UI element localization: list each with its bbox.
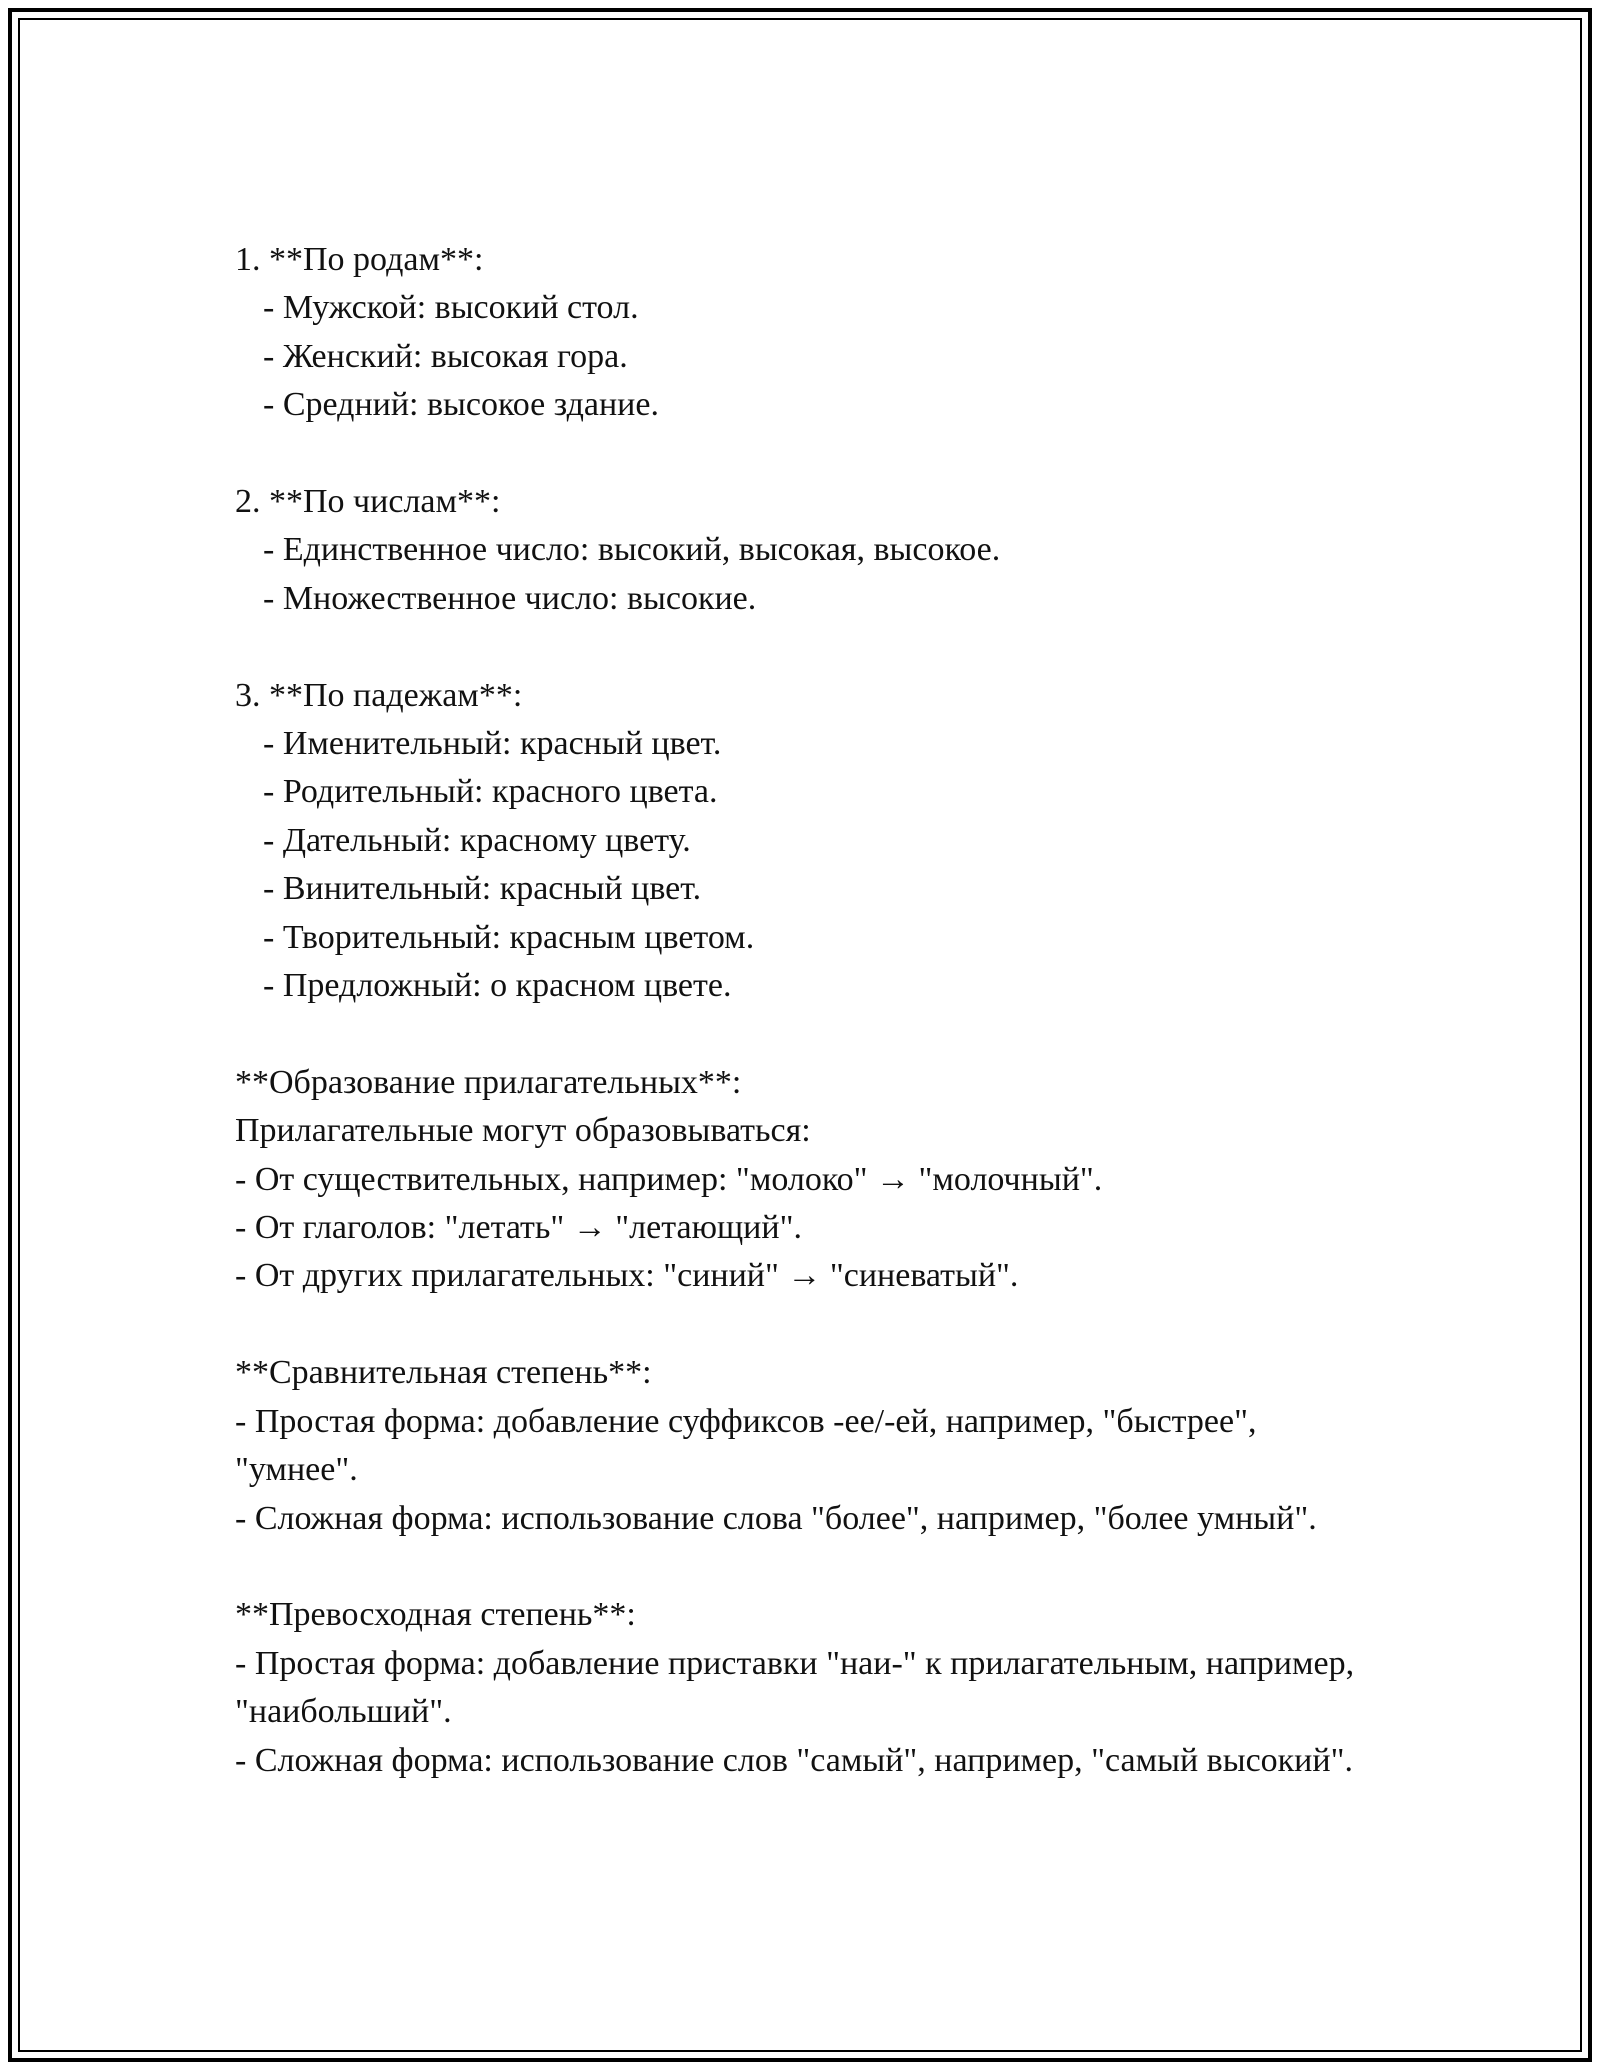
list-item: - Мужской: высокий стол. <box>263 289 639 327</box>
spacer <box>235 1010 1365 1058</box>
list-item: - Сложная форма: использование слов "самый", например, "самый высокий". <box>235 1741 1353 1779</box>
spacer <box>235 1301 1365 1349</box>
formation-heading: **Образование прилагательных**: <box>235 1063 742 1101</box>
list-item: - Множественное число: высокие. <box>263 579 757 617</box>
list-item: - Именительный: красный цвет. <box>263 725 722 763</box>
document-body <box>235 236 1365 1785</box>
list-item: - Единственное число: высокий, высокая, высокое. <box>263 531 1001 569</box>
spacer <box>235 430 1365 478</box>
list-item: - От других прилагательных: "синий" → "синеватый". <box>235 1257 1019 1295</box>
list-item: - Сложная форма: использование слова "более", например, "более умный". <box>235 1499 1317 1537</box>
list-item: - Простая форма: добавление приставки "наи-" к прилагательным, например, "наибольший". <box>235 1644 1363 1731</box>
list-item: - От существительных, например: "молоко" → "молочный". <box>235 1160 1103 1198</box>
formation-intro: Прилагательные могут образовываться: <box>235 1112 811 1150</box>
section-heading-numbers: 2. **По числам**: <box>235 483 501 521</box>
list-item: - Простая форма: добавление суффиксов -ее/-ей, например, "быстрее", "умнее". <box>235 1402 1265 1489</box>
list-item: - Дательный: красному цвету. <box>263 821 691 859</box>
list-item: - Предложный: о красном цвете. <box>263 967 732 1005</box>
superlative-heading: **Превосходная степень**: <box>235 1596 636 1634</box>
list-item: - Женский: высокая гора. <box>263 337 628 375</box>
list-item: - Родительный: красного цвета. <box>263 773 718 811</box>
spacer <box>235 623 1365 671</box>
list-item: - Средний: высокое здание. <box>263 386 659 424</box>
list-item: - Винительный: красный цвет. <box>263 870 702 908</box>
comparative-heading: **Сравнительная степень**: <box>235 1354 652 1392</box>
spacer <box>235 1543 1365 1591</box>
section-heading-genders: 1. **По родам**: <box>235 241 484 278</box>
section-heading-cases: 3. **По падежам**: <box>235 676 523 714</box>
list-item: - Творительный: красным цветом. <box>263 918 755 956</box>
list-item: - От глаголов: "летать" → "летающий". <box>235 1209 802 1247</box>
